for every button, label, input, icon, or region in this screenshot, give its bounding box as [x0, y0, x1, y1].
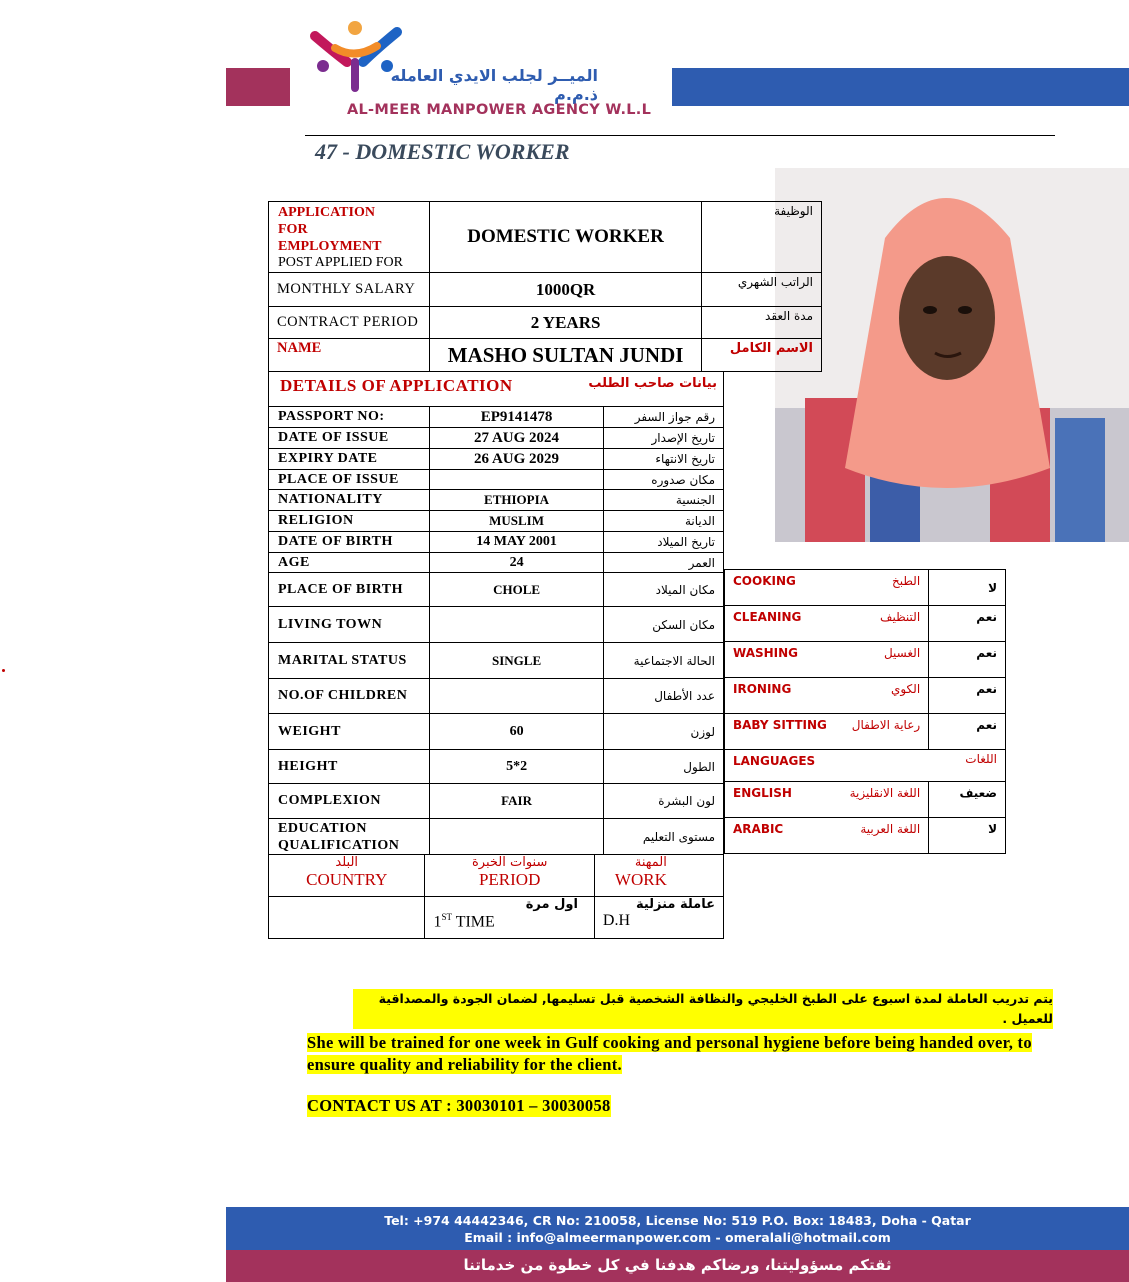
- experience-period-sup: ST: [441, 912, 452, 922]
- detail-label: DATE OF BIRTH: [278, 534, 393, 549]
- header-blue-bar: [672, 68, 1129, 106]
- detail-row: [269, 407, 724, 428]
- note-arabic: يتم تدريب العاملة لمدة اسبوع على الطبخ الخليجي والنظافة الشخصية قبل تسليمها, لضمان الجودة والمصداقية للعميل .: [353, 989, 1053, 1029]
- experience-table: [268, 854, 724, 939]
- post-table: [268, 201, 822, 372]
- skill-label: WASHING: [733, 646, 799, 660]
- skill-label: IRONING: [733, 682, 792, 696]
- language-ar: اللغة العربية: [860, 822, 921, 836]
- detail-ar: العمر: [688, 555, 715, 570]
- applicant-photo: [775, 168, 1129, 542]
- details-title-ar: بيانات صاحب الطلب: [588, 376, 717, 391]
- languages-header-row: [725, 750, 1006, 782]
- detail-value: 24: [509, 554, 524, 570]
- name-value: MASHO SULTAN JUNDI: [447, 342, 684, 367]
- detail-ar: مكان الميلاد: [655, 582, 715, 597]
- skill-row: [725, 714, 1006, 750]
- name-ar-label: الاسم الكامل: [729, 341, 813, 356]
- header-maroon-bar: [226, 68, 290, 106]
- header-divider: [305, 135, 1055, 136]
- languages-title-ar: اللغات: [965, 752, 997, 766]
- detail-row: [269, 428, 724, 449]
- page-title: 47 - DOMESTIC WORKER: [315, 139, 570, 164]
- skill-ar: رعاية الاطفال: [851, 718, 921, 732]
- country-label: COUNTRY: [306, 870, 388, 889]
- work-ar-label: المهنة: [634, 855, 667, 870]
- experience-period: [433, 912, 585, 931]
- detail-ar: رقم جواز السفر: [634, 410, 715, 424]
- detail-row: [269, 643, 724, 679]
- detail-label: PLACE OF BIRTH: [278, 581, 404, 597]
- detail-row: [269, 490, 724, 511]
- detail-row: [269, 449, 724, 470]
- detail-ar: الطول: [683, 759, 715, 774]
- detail-row: [269, 470, 724, 490]
- language-ar: اللغة الانقليزية: [849, 786, 921, 800]
- experience-period-ar: اول مرة: [525, 897, 578, 912]
- skill-answer: لا: [988, 580, 997, 595]
- note-english: [307, 1032, 1037, 1076]
- experience-row: [269, 897, 724, 939]
- detail-value: 60: [509, 723, 524, 739]
- detail-row: [269, 573, 724, 607]
- period-label: PERIOD: [478, 870, 541, 889]
- detail-ar: تاريخ الانتهاء: [655, 452, 715, 466]
- detail-value: SINGLE: [492, 652, 542, 668]
- detail-value: 26 AUG 2029: [474, 450, 560, 467]
- company-name-english: AL-MEER MANPOWER AGENCY W.L.L: [347, 102, 652, 118]
- skill-ar: التنظيف: [880, 610, 921, 624]
- skill-label: CLEANING: [733, 610, 802, 624]
- period-ar-label: سنوات الخبرة: [471, 855, 548, 870]
- detail-ar: مكان صدوره: [651, 472, 715, 487]
- details-title: DETAILS OF APPLICATION: [280, 376, 513, 395]
- note-english-text: She will be trained for one week in Gulf cooking and personal hygiene before being handed over, to ensure quality and reliability for the client.: [307, 1033, 1032, 1074]
- skill-row: [725, 570, 1006, 606]
- name-label: NAME: [277, 340, 322, 356]
- detail-ar: عدد الأطفال: [654, 689, 715, 703]
- skill-ar: الكوي: [890, 682, 921, 696]
- country-ar-label: البلد: [335, 855, 359, 870]
- detail-label: MARITAL STATUS: [278, 652, 407, 668]
- skill-ar: الطبخ: [891, 574, 921, 588]
- language-label: ENGLISH: [733, 786, 792, 800]
- detail-value: ETHIOPIA: [484, 492, 550, 507]
- detail-row: [269, 607, 724, 643]
- language-label: ARABIC: [733, 822, 784, 836]
- detail-ar: الديانة: [684, 514, 715, 528]
- detail-ar: الحالة الاجتماعية: [633, 653, 715, 668]
- detail-ar: الجنسية: [675, 493, 715, 507]
- detail-row: [269, 750, 724, 784]
- detail-ar: مكان السكن: [652, 617, 715, 632]
- skill-answer: نعم: [976, 682, 997, 696]
- post-ar-label: الوظيفة: [774, 204, 813, 218]
- salary-value: 1000QR: [535, 279, 596, 299]
- detail-row: [269, 714, 724, 750]
- detail-label: PASSPORT NO:: [278, 409, 385, 424]
- detail-value: 5*2: [506, 758, 528, 774]
- skill-row: [725, 606, 1006, 642]
- detail-row: [269, 819, 724, 855]
- detail-value: MUSLIM: [489, 513, 544, 528]
- footer-email-line: Email : info@almeermanpower.com - omeralali@hotmail.com: [464, 1230, 891, 1245]
- experience-period-word: TIME: [455, 913, 495, 931]
- detail-label: NO.OF CHILDREN: [278, 688, 408, 703]
- detail-ar: لون البشرة: [658, 794, 715, 808]
- skill-answer: نعم: [976, 610, 997, 624]
- footer-slogan: ثقتكم مسؤوليتنا، ورضاكم هدفنا في كل خطوة من خدماتنا: [463, 1256, 892, 1274]
- work-label: WORK: [614, 870, 667, 889]
- detail-row: [269, 532, 724, 553]
- detail-label: EXPIRY DATE: [278, 451, 378, 466]
- salary-ar-label: الراتب الشهري: [737, 275, 813, 289]
- margin-dot: [2, 669, 5, 672]
- language-row: [725, 782, 1006, 818]
- detail-value: 27 AUG 2024: [474, 429, 560, 446]
- detail-label: DATE OF ISSUE: [278, 430, 389, 445]
- detail-label: HEIGHT: [278, 758, 338, 774]
- detail-value: EP9141478: [480, 408, 553, 425]
- detail-ar: مستوى التعليم: [642, 829, 715, 844]
- detail-value: CHOLE: [493, 581, 541, 597]
- skills-table: [724, 569, 1006, 854]
- company-name-arabic: الميــر لجلب الايدي العامله ذ.م.م: [390, 66, 598, 104]
- post-applied-label: POST APPLIED FOR: [278, 255, 404, 270]
- detail-label: NATIONALITY: [278, 492, 383, 507]
- skill-row: [725, 678, 1006, 714]
- language-answer: لا: [988, 822, 997, 836]
- experience-work: D.H: [602, 912, 631, 929]
- footer-contact-line: Tel: +974 44442346, CR No: 210058, License No: 519 P.O. Box: 18483, Doha - Qatar: [384, 1213, 971, 1228]
- detail-label: EDUCATION QUALIFICATION: [278, 820, 400, 853]
- application-label: APPLICATION FOR EMPLOYMENT: [278, 205, 382, 254]
- details-header: [268, 372, 724, 406]
- detail-ar: لوزن: [690, 724, 715, 739]
- skill-answer: نعم: [976, 646, 997, 660]
- detail-row: [269, 511, 724, 532]
- post-value: DOMESTIC WORKER: [467, 226, 664, 247]
- skill-row: [725, 642, 1006, 678]
- contract-label: CONTRACT PERIOD: [277, 314, 419, 330]
- detail-row: [269, 784, 724, 819]
- details-table-tall: [268, 572, 724, 855]
- contract-value: 2 YEARS: [530, 312, 601, 332]
- salary-label: MONTHLY SALARY: [277, 281, 416, 297]
- skill-label: BABY SITTING: [733, 718, 827, 732]
- detail-ar: تاريخ الإصدار: [651, 431, 715, 445]
- contract-ar-label: مدة العقد: [765, 309, 813, 323]
- language-row: [725, 818, 1006, 854]
- experience-period-num: 1: [433, 913, 442, 931]
- detail-row: [269, 553, 724, 573]
- details-table: [268, 406, 724, 573]
- experience-work-ar: عاملة منزلية: [635, 897, 715, 912]
- detail-label: LIVING TOWN: [278, 616, 383, 632]
- footer-maroon-band: [226, 1250, 1129, 1282]
- skill-label: COOKING: [733, 574, 796, 588]
- detail-label: WEIGHT: [278, 723, 341, 739]
- language-answer: ضعيف: [959, 786, 997, 800]
- detail-label: RELIGION: [278, 513, 354, 528]
- skill-answer: نعم: [976, 718, 997, 732]
- detail-label: AGE: [278, 554, 310, 570]
- skill-ar: الغسيل: [883, 646, 921, 660]
- detail-label: COMPLEXION: [278, 793, 381, 808]
- contact-line: CONTACT US AT : 30030101 – 30030058: [307, 1096, 611, 1115]
- languages-title: LANGUAGES: [733, 754, 816, 768]
- footer-blue-band: [226, 1207, 1129, 1250]
- detail-row: [269, 679, 724, 714]
- detail-value: 14 MAY 2001: [476, 534, 557, 549]
- detail-value: FAIR: [501, 793, 532, 808]
- detail-ar: تاريخ الميلاد: [657, 535, 715, 549]
- detail-label: PLACE OF ISSUE: [278, 471, 399, 487]
